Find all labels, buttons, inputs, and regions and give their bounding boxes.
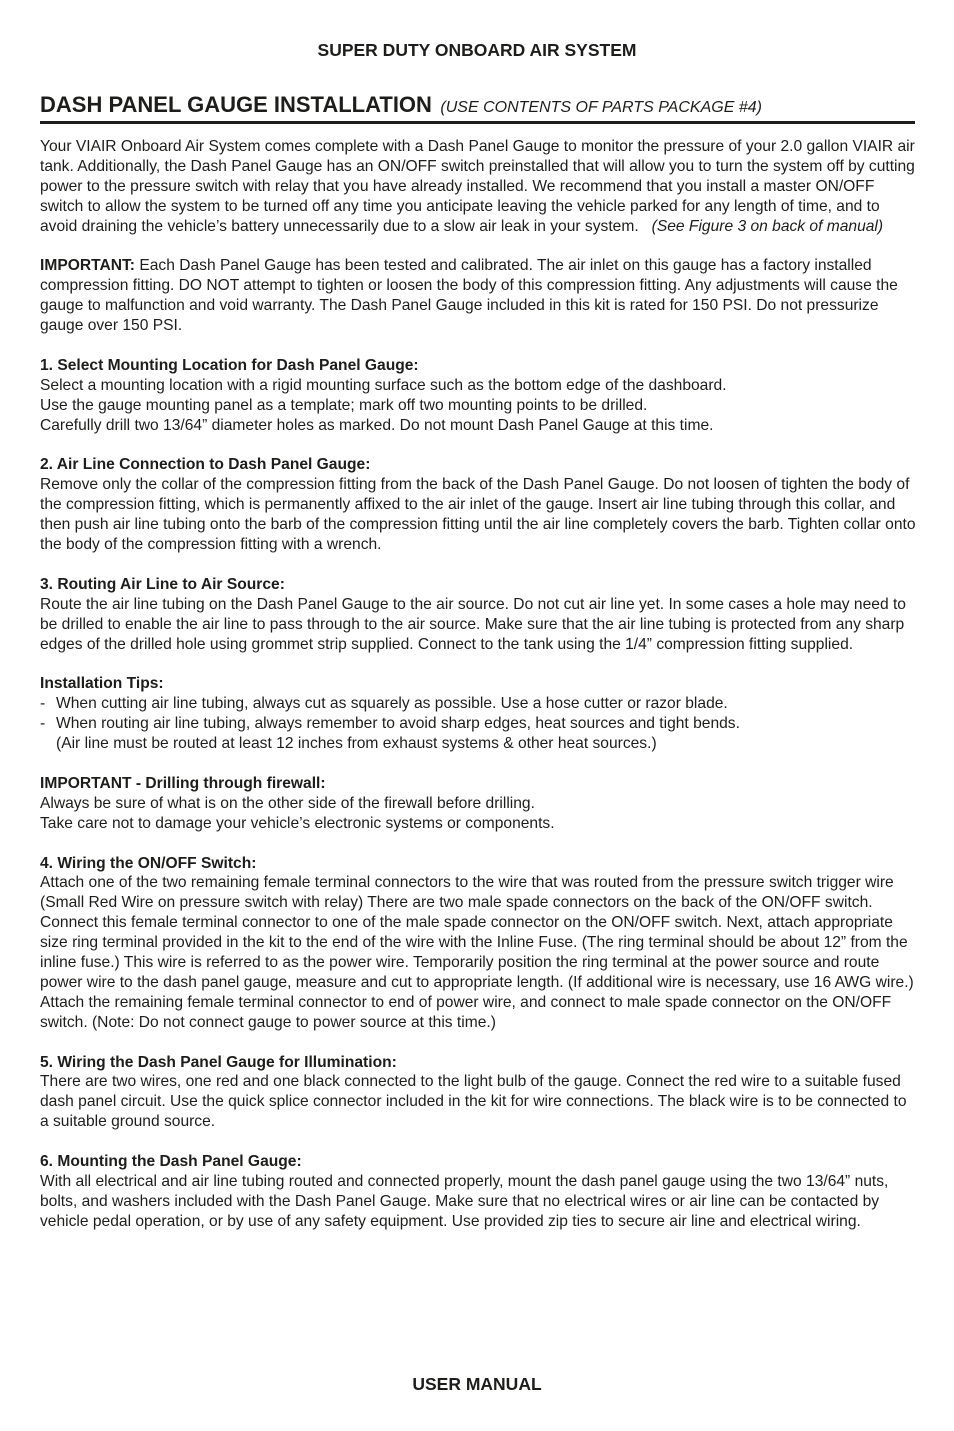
firewall-title: IMPORTANT - Drilling through firewall: <box>40 774 326 792</box>
document-body <box>40 137 918 1252</box>
section-4-title: 4. Wiring the ON/OFF Switch: <box>40 854 257 872</box>
section-2 <box>40 455 918 555</box>
firewall-line: Take care not to damage your vehicle’s electronic systems or components. <box>40 814 555 832</box>
section-1-line: Carefully drill two 13/64” diameter holes as marked. Do not mount Dash Panel Gauge at this time. <box>40 416 714 434</box>
section-2-text: Remove only the collar of the compression fitting from the back of the Dash Panel Gauge. Do not loosen of tighten the body of the compression fitting, which is permanently affixed to the air inlet of the gauge. Insert air line tubing through this collar, and then push air line tubing onto the barb of the compression fitting until the air line completely covers the barb. Tighten collar onto the body of the compression fitting with a wrench. <box>40 476 916 554</box>
document-header: SUPER DUTY ONBOARD AIR SYSTEM <box>317 40 637 60</box>
section-5-text: There are two wires, one red and one black connected to the light bulb of the gauge. Connect the red wire to a suitable fused dash panel circuit. Use the quick splice connector included in the kit for wire connections. The black wire is to be connected to a suitable ground source. <box>40 1073 907 1131</box>
intro-text: Your VIAIR Onboard Air System comes complete with a Dash Panel Gauge to monitor the pressure of your 2.0 gallon VIAIR air tank. Additionally, the Dash Panel Gauge has an ON/OFF switch preinstalled that will allow you to turn the system off by cutting power to the pressure switch with relay that you have already installed. We recommend that you install a master ON/OFF switch to allow the system to be turned off any time you anticipate leaving the vehicle parked for any length of time, and to avoid draining the vehicle’s battery unnecessarily due to a slow air leak in your system. <box>40 138 915 235</box>
important-text: Each Dash Panel Gauge has been tested and calibrated. The air inlet on this gauge has a factory installed compression fitting. DO NOT attempt to tighten or loosen the body of this compression fitting. Any adjustments will cause the gauge to malfunction and void warranty. The Dash Panel Gauge included in this kit is rated for 150 PSI. Do not pressurize gauge over 150 PSI. <box>40 257 898 335</box>
section-title-main: DASH PANEL GAUGE INSTALLATION <box>40 92 432 117</box>
section-title <box>40 92 915 124</box>
intro-note: (See Figure 3 on back of manual) <box>651 217 884 235</box>
installation-tips <box>40 674 918 754</box>
important-label: IMPORTANT: <box>40 257 135 275</box>
section-5 <box>40 1053 918 1133</box>
section-1-line: Use the gauge mounting panel as a template; mark off two mounting points to be drilled. <box>40 396 648 414</box>
section-3-title: 3. Routing Air Line to Air Source: <box>40 575 285 593</box>
firewall-line: Always be sure of what is on the other side of the firewall before drilling. <box>40 794 535 812</box>
section-1-line: Select a mounting location with a rigid mounting surface such as the bottom edge of the dashboard. <box>40 376 727 394</box>
tip-item: - When cutting air line tubing, always cut as squarely as possible. Use a hose cutter or razor blade. <box>40 694 918 714</box>
section-3-text: Route the air line tubing on the Dash Panel Gauge to the air source. Do not cut air line yet. In some cases a hole may need to be drilled to enable the air line to pass through to the air source. Make sure that the air line tubing is protected from any sharp edges of the drilled hole using grommet strip supplied. Connect to the tank using the 1/4” compression fitting supplied. <box>40 595 906 653</box>
section-5-title: 5. Wiring the Dash Panel Gauge for Illumination: <box>40 1053 397 1071</box>
section-1-title: 1. Select Mounting Location for Dash Panel Gauge: <box>40 356 419 374</box>
tips-title: Installation Tips: <box>40 675 164 693</box>
section-4-text: Attach one of the two remaining female terminal connectors to the wire that was routed from the pressure switch trigger wire (Small Red Wire on pressure switch with relay) There are two male spade connectors on the back of the ON/OFF switch. Connect this female terminal connector to one of the male spade connector on the ON/OFF switch. Next, attach appropriate size ring terminal provided in the kit to the end of the wire with the Inline Fuse. (The ring terminal should be about 12” from the inline fuse.) This wire is referred to as the power wire. Temporarily position the ring terminal at the power source and route power wire to the dash panel gauge, measure and cut to appropriate length. (If additional wire is necessary, use 16 AWG wire.) Attach the remaining female terminal connector to end of power wire, and connect to male spade connector on the ON/OFF switch. (Note: Do not connect gauge to power source at this time.) <box>40 874 914 1031</box>
intro-paragraph <box>40 137 918 237</box>
section-6-title: 6. Mounting the Dash Panel Gauge: <box>40 1153 302 1171</box>
important-paragraph <box>40 256 918 336</box>
section-6 <box>40 1152 918 1232</box>
tip-item: - When routing air line tubing, always remember to avoid sharp edges, heat sources and tight bends. <box>40 714 918 734</box>
section-3 <box>40 575 918 655</box>
section-2-title: 2. Air Line Connection to Dash Panel Gauge: <box>40 456 371 474</box>
firewall-warning <box>40 774 918 834</box>
section-1 <box>40 356 918 436</box>
tips-list <box>40 694 918 734</box>
section-title-sub: (USE CONTENTS OF PARTS PACKAGE #4) <box>440 99 762 116</box>
section-6-text: With all electrical and air line tubing routed and connected properly, mount the dash panel gauge using the two 13/64” nuts, bolts, and washers included with the Dash Panel Gauge. Make sure that no electrical wires or air line can be contacted by vehicle pedal operation, or by use of any safety equipment. Use provided zip ties to secure air line and electrical wiring. <box>40 1172 889 1230</box>
document-footer: USER MANUAL <box>412 1374 542 1394</box>
section-4 <box>40 854 918 1033</box>
tips-note: (Air line must be routed at least 12 inches from exhaust systems & other heat sources.) <box>56 735 657 753</box>
